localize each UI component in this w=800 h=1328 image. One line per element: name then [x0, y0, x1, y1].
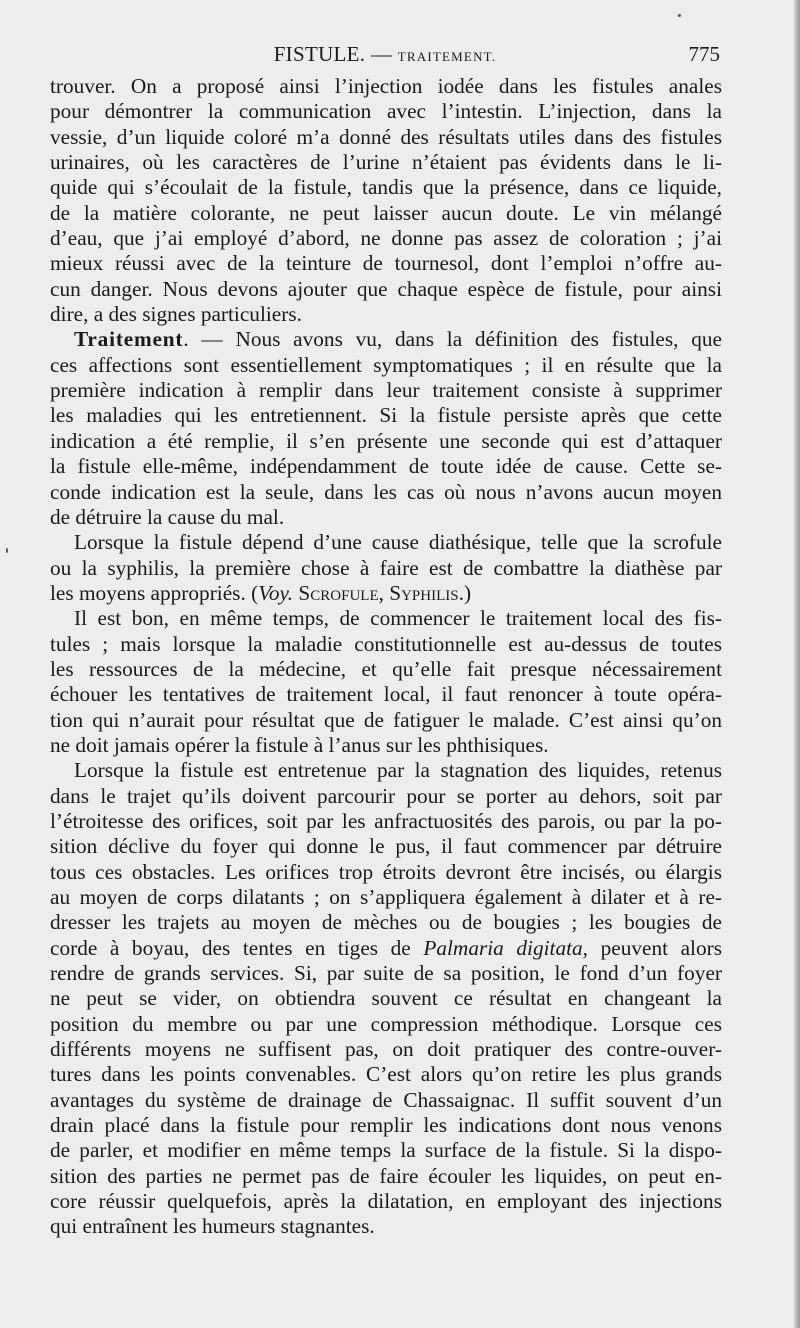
- text-line: [50, 378, 722, 403]
- text-line: [50, 201, 722, 226]
- italic-text: Voy.: [258, 580, 294, 605]
- line-text: dire, a des signes particuliers.: [50, 302, 302, 327]
- line-text: ne peut se vider, on obtiendra souvent ce résultat en changeant la: [50, 986, 722, 1011]
- line-text: Lorsque la fistule dépend d’une cause diathésique, telle que la scrofule: [74, 530, 722, 555]
- line-text: dans le trajet qu’ils doivent parcourir pour se porter au dehors, soit par: [50, 783, 722, 808]
- text-line: [50, 657, 722, 682]
- line-text: urinaires, où les caractères de l’urine n’étaient pas évidents dans le li-: [50, 150, 722, 175]
- running-title-main: FISTULE. —: [273, 42, 398, 66]
- text-line: [50, 125, 722, 150]
- text-line: [50, 429, 722, 454]
- text-line: [50, 530, 722, 555]
- body-text: [50, 74, 722, 1240]
- text-line: [50, 910, 722, 935]
- line-text: drain placé dans la fistule pour remplir les indications dont nous venons: [50, 1113, 722, 1138]
- line-text: . — Nous avons vu, dans la définition des fistules, que: [183, 327, 722, 352]
- line-text: corde à boyau, des tentes en tiges de: [50, 935, 424, 960]
- text-line: [50, 480, 722, 505]
- paper-speck: [6, 548, 8, 553]
- text-line: [50, 986, 722, 1011]
- text-line: [50, 556, 722, 581]
- italic-text: Palmaria digitata: [423, 935, 583, 960]
- line-text: Lorsque la fistule est entretenue par la stagnation des liquides, retenus: [74, 758, 722, 783]
- line-text: tules ; mais lorsque la maladie constitutionnelle est au-dessus de toutes: [50, 631, 722, 656]
- text-line: [50, 327, 722, 352]
- paper-speck: [678, 14, 681, 17]
- line-text: les ressources de la médecine, et qu’elle fait presque nécessairement: [50, 656, 722, 681]
- line-text: tion qui n’aurait pour résultat que de fatiguer le malade. C’est ainsi qu’on: [50, 707, 722, 732]
- text-line: [50, 1189, 722, 1214]
- line-text: ou la syphilis, la première chose à faire est de combattre la diathèse par: [50, 555, 722, 580]
- text-line: [50, 682, 722, 707]
- text-line: [50, 1062, 722, 1087]
- text-line: [50, 226, 722, 251]
- text-line: [50, 860, 722, 885]
- line-text: tous ces obstacles. Les orifices trop étroits devront être incisés, ou élargis: [50, 859, 722, 884]
- text-line: [50, 885, 722, 910]
- line-text: de la matière colorante, ne peut laisser aucun doute. Le vin mélangé: [50, 200, 722, 225]
- text-line: [50, 606, 722, 631]
- text-line: [50, 1164, 722, 1189]
- line-text: avantages du système de drainage de Chassaignac. Il suffit souvent d’un: [50, 1087, 722, 1112]
- text-line: [50, 961, 722, 986]
- text-line: [50, 632, 722, 657]
- line-text: première indication à remplir dans leur traitement consiste à supprimer: [50, 378, 722, 403]
- section-heading: Traitement: [74, 327, 184, 352]
- text-line: [50, 809, 722, 834]
- text-line: [50, 936, 722, 961]
- text-line: [50, 1037, 722, 1062]
- line-text: de parler, et modifier en même temps la surface de la fistule. Si la dispo-: [50, 1138, 722, 1163]
- line-text: les moyens appropriés. (: [50, 580, 259, 605]
- line-text: core réussir quelquefois, après la dilatation, en employant des injections: [50, 1189, 722, 1214]
- line-text: qui entraînent les humeurs stagnantes.: [50, 1214, 375, 1239]
- line-text: d’eau, que j’ai employé d’abord, ne donne pas assez de coloration ; j’ai: [50, 226, 722, 251]
- text-line: [50, 758, 722, 783]
- line-text: dresser les trajets au moyen de mèches ou de bougies ; les bougies de: [50, 910, 722, 935]
- line-text: ne doit jamais opérer la fistule à l’anus sur les phthisiques.: [50, 732, 549, 757]
- text-line: [50, 74, 722, 99]
- running-title-sub: TRAITEMENT.: [397, 49, 497, 64]
- text-line: [50, 1214, 722, 1239]
- line-text: sition déclive du foyer qui donne le pus, il faut commencer par détruire: [50, 834, 722, 859]
- text-line: [50, 505, 722, 530]
- page-number: 775: [688, 42, 720, 66]
- line-text: quide qui s’écoulait de la fistule, tandis que la présence, dans ce liquide,: [50, 175, 722, 200]
- line-text: ces affections sont essentiellement symptomatiques ; il en résulte que la: [50, 352, 722, 377]
- text-line: [50, 99, 722, 124]
- line-text: l’étroitesse des orifices, soit par les anfractuosités des parois, ou par la po-: [50, 808, 722, 833]
- line-text: trouver. On a proposé ainsi l’injection iodée dans les fistules anales: [50, 74, 722, 98]
- text-line: [50, 277, 722, 302]
- text-line: [50, 175, 722, 200]
- line-text: sition des parties ne permet pas de faire écouler les liquides, on peut en-: [50, 1163, 722, 1188]
- text-line: [50, 834, 722, 859]
- line-text: au moyen de corps dilatants ; on s’appliquera également à dilater et à re-: [50, 885, 722, 909]
- line-text: la fistule elle-même, indépendamment de toute idée de cause. Cette se-: [50, 454, 722, 479]
- line-text: échouer les tentatives de traitement local, il faut renoncer à toute opéra-: [50, 682, 722, 707]
- line-text: de détruire la cause du mal.: [50, 504, 285, 529]
- running-title: [50, 42, 720, 67]
- line-text: position du membre ou par une compression méthodique. Lorsque ces: [50, 1011, 722, 1036]
- text-line: [50, 1138, 722, 1163]
- line-text: mieux réussi avec de la teinture de tournesol, dont l’emploi n’offre au-: [50, 251, 722, 276]
- line-text-after: ): [463, 580, 472, 605]
- text-line: [50, 353, 722, 378]
- line-text: cun danger. Nous devons ajouter que chaque espèce de fistule, pour ainsi: [50, 276, 722, 301]
- text-line: [50, 1113, 722, 1138]
- line-text: conde indication est la seule, dans les cas où nous n’avons aucun moyen: [50, 479, 722, 504]
- text-line: [50, 581, 722, 606]
- line-text: indication a été remplie, il s’en présente une seconde qui est d’attaquer: [50, 428, 722, 453]
- text-line: [50, 784, 722, 809]
- text-line: [50, 1088, 722, 1113]
- page-edge-shadow: [794, 0, 800, 1328]
- line-text: tures dans les points convenables. C’est alors qu’on retire les plus grands: [50, 1062, 722, 1087]
- running-header: [50, 40, 720, 70]
- line-text: rendre de grands services. Si, par suite de sa position, le fond d’un foyer: [50, 961, 722, 986]
- text-line: [50, 733, 722, 758]
- line-text: pour démontrer la communication avec l’intestin. L’injection, dans la: [50, 99, 722, 124]
- text-line: [50, 150, 722, 175]
- text-line: [50, 403, 722, 428]
- line-text: différents moyens ne suffisent pas, on doit pratiquer des contre-ouver-: [50, 1037, 722, 1062]
- line-text-after: , peuvent alors: [582, 935, 722, 960]
- text-line: [50, 251, 722, 276]
- line-text: Il est bon, en même temps, de commencer le traitement local des fis-: [74, 606, 722, 631]
- cross-reference: Scrofule, Syphilis.: [293, 580, 464, 605]
- text-line: [50, 708, 722, 733]
- line-text: les maladies qui les entretiennent. Si la fistule persiste après que cette: [50, 403, 722, 428]
- line-text: vessie, d’un liquide coloré m’a donné des résultats utiles dans des fistules: [50, 124, 722, 149]
- text-line: [50, 454, 722, 479]
- text-line: [50, 302, 722, 327]
- text-line: [50, 1012, 722, 1037]
